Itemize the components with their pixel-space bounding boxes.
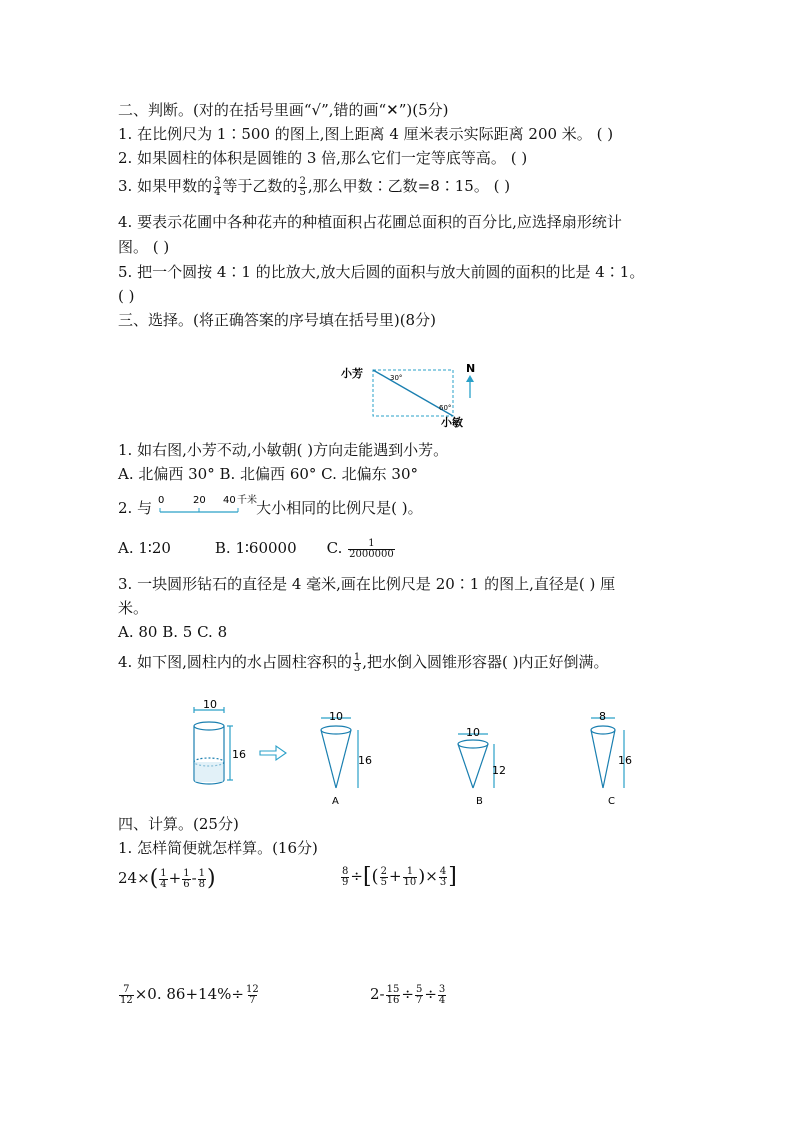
- s2-question-2: 2. 如果圆柱的体积是圆锥的 3 倍,那么它们一定等底等高。 ( ): [118, 149, 528, 167]
- s3-question-1: 1. 如右图,小芳不动,小敏朝( )方向走能遇到小芳。: [118, 441, 449, 459]
- s3-q3-options: A. 80 B. 5 C. 8: [118, 623, 228, 641]
- s2-question-4b: 图。 ( ): [118, 238, 170, 256]
- q3-text-b: 等于乙数的: [222, 177, 298, 195]
- fraction: $\frac{1}{3}$: [353, 651, 361, 674]
- s3-question-4: 4. 如下图,圆柱内的水占圆柱容积的 $\frac{1}{3}$ ,把水倒入圆锥形容器( )内正好倒满。: [118, 651, 609, 674]
- cone-a: [321, 718, 358, 788]
- s2-question-5a: 5. 把一个圆按 4∶1 的比放大,放大后圆的面积与放大前圆的面积的比是 4∶1。: [118, 263, 645, 281]
- section-2-title: 二、判断。(对的在括号里画“√”,错的画“✕”)(5分): [118, 101, 449, 119]
- svg-text:16: 16: [618, 754, 632, 767]
- fraction: $\frac{2}{5}$: [299, 175, 306, 198]
- q3-text-c: ,那么甲数∶乙数=8∶15。 ( ): [307, 177, 511, 195]
- fraction: $\frac{1}{2000000}$: [349, 537, 394, 560]
- cylinder: [194, 707, 233, 784]
- section-3-title: 三、选择。(将正确答案的序号填在括号里)(8分): [118, 311, 436, 329]
- s3-q2-options: A. 1∶20 B. 1∶60000 C. $\frac{1}{2000000}$: [118, 537, 394, 560]
- expr-3: $\frac{7}{12}$ ×0. 86+14%÷ $\frac{12}{7}$: [120, 983, 259, 1006]
- s2-question-4a: 4. 要表示花圃中各种花卉的种植面积占花圃总面积的百分比,应选择扇形统计: [118, 213, 622, 231]
- s3-question-3b: 米。: [118, 599, 149, 617]
- svg-text:10: 10: [329, 710, 343, 723]
- expr-1: 24×( $\frac{1}{4}$ + $\frac{1}{6}$ - $\frac{1}{8}$ ): [118, 866, 216, 891]
- cone-c: [591, 718, 624, 788]
- svg-text:20: 20: [193, 495, 206, 506]
- expr-2: $\frac{8}{9}$ ÷[( $\frac{2}{5}$ + $\frac{1}{10}$ )× $\frac{4}{3}$ ]: [342, 864, 457, 889]
- q3-text-a: 3. 如果甲数的: [118, 177, 213, 195]
- cylinder-cone-figure: [180, 700, 650, 812]
- fraction: $\frac{3}{4}$: [214, 175, 221, 198]
- s2-question-5b: ( ): [118, 287, 135, 305]
- cone-b: [458, 734, 494, 788]
- angle-60: 60°: [439, 404, 452, 412]
- label-xiaofang: 小芳: [341, 367, 363, 380]
- cone-a-label: A: [332, 796, 339, 807]
- arrow-right-icon: [260, 746, 286, 760]
- svg-text:0: 0: [158, 495, 165, 506]
- svg-text:16: 16: [358, 754, 372, 767]
- svg-text:40: 40: [223, 495, 236, 506]
- expr-4: 2- $\frac{15}{16}$ ÷ $\frac{5}{7}$ ÷ $\frac{3}{4}$: [370, 983, 446, 1006]
- angle-30: 30°: [390, 374, 403, 382]
- s3-question-3a: 3. 一块圆形钻石的直径是 4 毫米,画在比例尺是 20∶1 的图上,直径是( ) 厘: [118, 575, 616, 593]
- svg-text:千米: 千米: [237, 495, 257, 506]
- s2-question-1: 1. 在比例尺为 1∶500 的图上,图上距离 4 厘米表示实际距离 200 米。 ( ): [118, 125, 614, 143]
- section-4-title: 四、计算。(25分): [118, 815, 239, 833]
- cyl-height: 16: [232, 748, 246, 761]
- north-label: N: [466, 362, 475, 375]
- label-xiaomin: 小敏: [441, 416, 463, 429]
- s2-question-3: [118, 176, 510, 198]
- s3-question-2: 2. 与 大小相同的比例尺是( )。: [118, 499, 423, 517]
- svg-text:10: 10: [466, 726, 480, 739]
- cone-c-label: C: [608, 796, 615, 807]
- direction-map: [335, 358, 475, 430]
- svg-text:8: 8: [599, 710, 606, 723]
- cyl-diameter: 10: [203, 700, 217, 711]
- svg-text:12: 12: [492, 764, 506, 777]
- s4-sub-1: 1. 怎样简便就怎样算。(16分): [118, 839, 318, 857]
- scale-ruler: [155, 492, 265, 516]
- s3-q1-options: A. 北偏西 30° B. 北偏西 60° C. 北偏东 30°: [118, 465, 419, 483]
- cone-b-label: B: [476, 796, 483, 807]
